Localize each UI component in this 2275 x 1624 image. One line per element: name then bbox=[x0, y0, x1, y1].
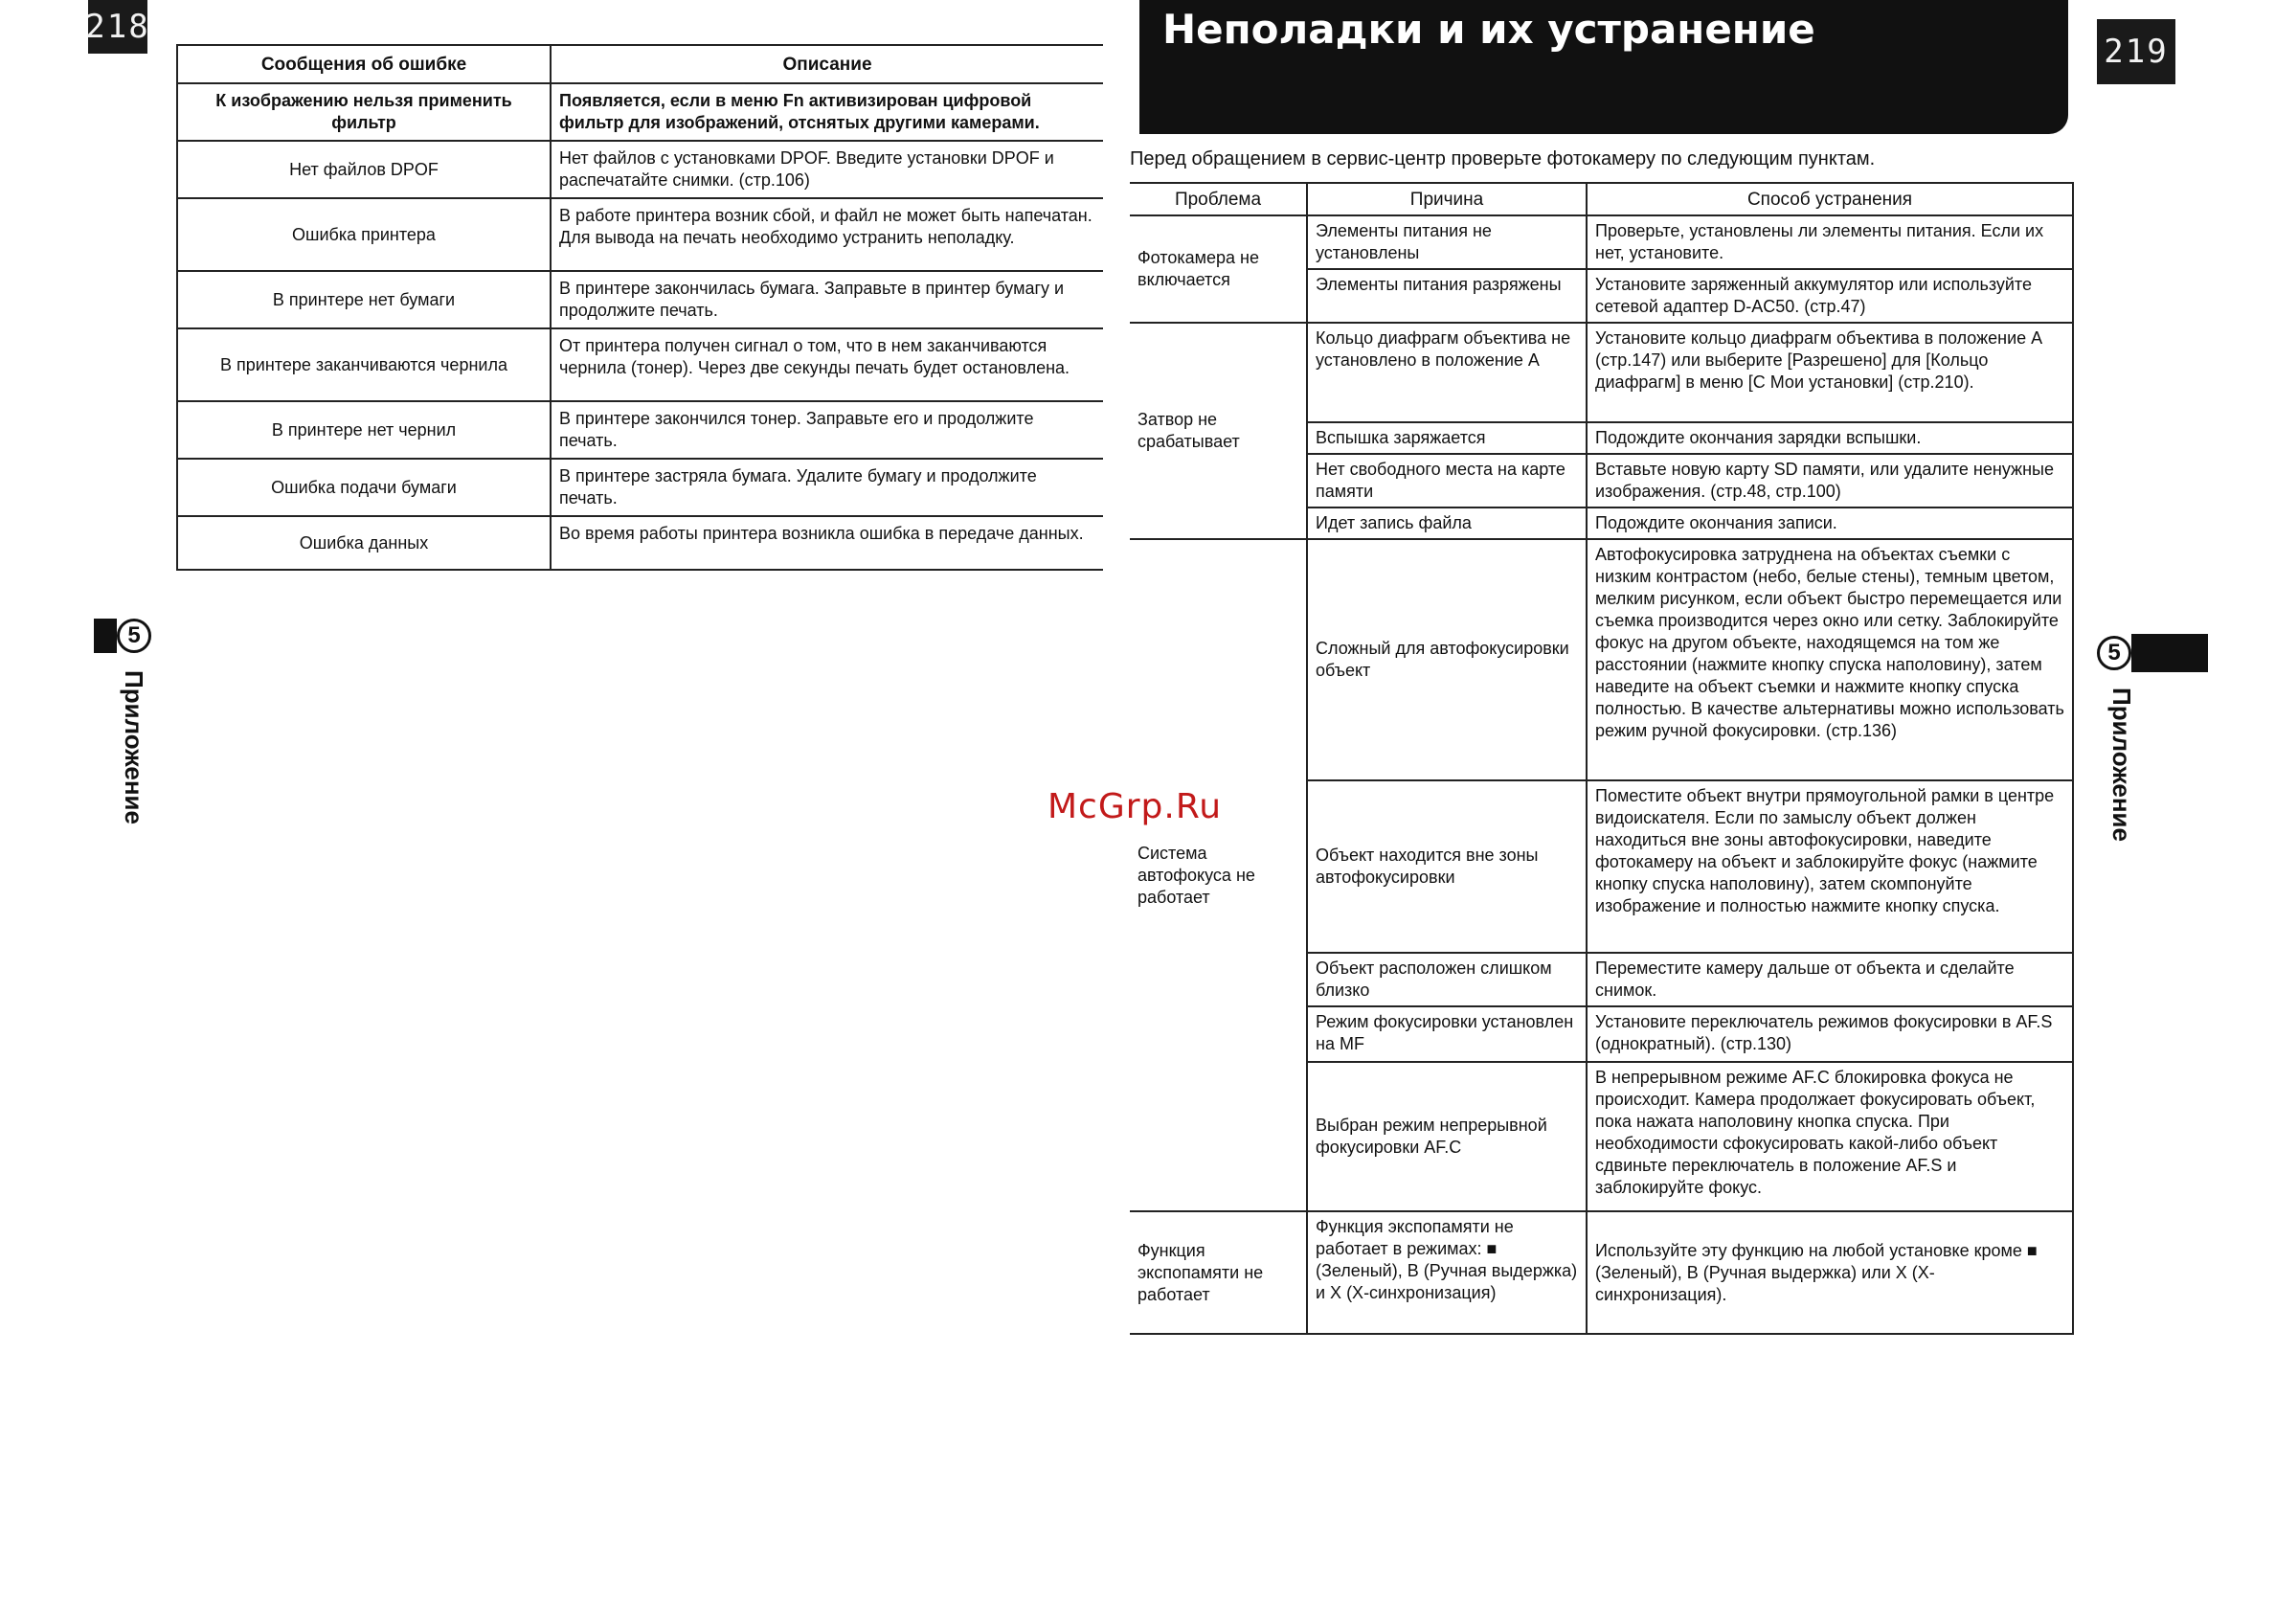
solution-cell: Поместите объект внутри прямоугольной рамки в центре видоискателя. Если по замыслу объект должен находиться вне зоны автофокусировки, наведите фотокамеру на объект и заблокируйте фокус (нажмите кнопку спуска наполовину), затем скомпонуйте изображение и полностью нажмите кнопку спуска. bbox=[1587, 780, 2073, 953]
watermark: McGrp.Ru bbox=[1047, 787, 1223, 826]
problem-cell: Затвор не срабатывает bbox=[1130, 323, 1307, 539]
error-description: В принтере застряла бумага. Удалите бумагу и продолжите печать. bbox=[551, 459, 1103, 516]
table-row bbox=[177, 271, 1103, 328]
error-message: В принтере заканчиваются чернила bbox=[177, 328, 551, 401]
error-description: Появляется, если в меню Fn активизирован цифровой фильтр для изображений, отснятых другими камерами. bbox=[551, 83, 1103, 141]
error-message: К изображению нельзя применить фильтр bbox=[177, 83, 551, 141]
table-row bbox=[177, 198, 1103, 271]
header-solution: Способ устранения bbox=[1587, 183, 2073, 215]
tab-block bbox=[94, 619, 117, 653]
error-description: В принтере закончился тонер. Заправьте его и продолжите печать. bbox=[551, 401, 1103, 459]
error-message: Нет файлов DPOF bbox=[177, 141, 551, 198]
solution-cell: Автофокусировка затруднена на объектах съемки с низким контрастом (небо, белые стены), темным цветом, мелким рисунком, если объект быстро перемещается или съемка производится через окно или сетку. Заблокируйте фокус на другом объекте, находящемся на том же расстоянии (нажмите кнопку спуска наполовину), затем наведите на объект съемки и нажмите кнопку спуска полностью. В качестве альтернативы можно использовать режим ручной фокусировки. (стр.136) bbox=[1587, 539, 2073, 780]
solution-cell: Подождите окончания записи. bbox=[1587, 508, 2073, 539]
header-error-message: Сообщения об ошибке bbox=[177, 45, 551, 83]
chapter-label-left: Приложение bbox=[120, 670, 148, 824]
solution-cell: Установите кольцо диафрагм объектива в положение A (стр.147) или выберите [Разрешено] для [Кольцо диафрагм] в меню [C Мои установки] (стр.210). bbox=[1587, 323, 2073, 422]
chapter-number: 5 bbox=[2097, 636, 2131, 670]
cause-cell: Выбран режим непрерывной фокусировки AF.C bbox=[1307, 1062, 1587, 1211]
tab-block bbox=[2131, 634, 2208, 672]
cause-cell: Режим фокусировки установлен на MF bbox=[1307, 1006, 1587, 1062]
cause-cell: Кольцо диафрагм объектива не установлено в положение A bbox=[1307, 323, 1587, 422]
error-messages-table bbox=[176, 44, 1103, 571]
chapter-label-right: Приложение bbox=[2107, 688, 2136, 842]
cause-cell: Элементы питания не установлены bbox=[1307, 215, 1587, 269]
problem-cell: Система автофокуса не работает bbox=[1130, 539, 1307, 1211]
cause-cell: Нет свободного места на карте памяти bbox=[1307, 454, 1587, 508]
troubleshooting-table bbox=[1130, 182, 2074, 1335]
cause-cell: Идет запись файла bbox=[1307, 508, 1587, 539]
table-row bbox=[177, 328, 1103, 401]
table-row bbox=[1130, 539, 2073, 780]
problem-cell: Фотокамера не включается bbox=[1130, 215, 1307, 323]
problem-cell: Функция экспопамяти не работает bbox=[1130, 1211, 1307, 1334]
error-description: Нет файлов с установками DPOF. Введите установки DPOF и распечатайте снимки. (стр.106) bbox=[551, 141, 1103, 198]
error-message: Ошибка принтера bbox=[177, 198, 551, 271]
solution-cell: Подождите окончания зарядки вспышки. bbox=[1587, 422, 2073, 454]
solution-cell: Используйте эту функцию на любой установке кроме ■ (Зеленый), B (Ручная выдержка) или X (X-синхронизация). bbox=[1587, 1211, 2073, 1334]
cause-cell: Сложный для автофокусировки объект bbox=[1307, 539, 1587, 780]
solution-cell: Проверьте, установлены ли элементы питания. Если их нет, установите. bbox=[1587, 215, 2073, 269]
solution-cell: Установите переключатель режимов фокусировки в AF.S (однократный). (стр.130) bbox=[1587, 1006, 2073, 1062]
solution-cell: В непрерывном режиме AF.C блокировка фокуса не происходит. Камера продолжает фокусировать объект, пока нажата наполовину кнопка спуска. При необходимости сфокусировать какой-либо объект сдвиньте переключатель в положение AF.S и заблокируйте фокус. bbox=[1587, 1062, 2073, 1211]
cause-cell: Элементы питания разряжены bbox=[1307, 269, 1587, 323]
page-number-right: 219 bbox=[2097, 19, 2175, 84]
table-row bbox=[1130, 1211, 2073, 1334]
table-row bbox=[177, 83, 1103, 141]
error-description: В принтере закончилась бумага. Заправьте в принтер бумагу и продолжите печать. bbox=[551, 271, 1103, 328]
solution-cell: Установите заряженный аккумулятор или используйте сетевой адаптер D-AC50. (стр.47) bbox=[1587, 269, 2073, 323]
table-row bbox=[1130, 323, 2073, 422]
chapter-tab-left bbox=[94, 619, 151, 653]
cause-cell: Объект находится вне зоны автофокусировки bbox=[1307, 780, 1587, 953]
header-description: Описание bbox=[551, 45, 1103, 83]
error-message: В принтере нет бумаги bbox=[177, 271, 551, 328]
cause-cell: Функция экспопамяти не работает в режимах: ■ (Зеленый), B (Ручная выдержка) и X (X-синхронизация) bbox=[1307, 1211, 1587, 1334]
solution-cell: Вставьте новую карту SD памяти, или удалите ненужные изображения. (стр.48, стр.100) bbox=[1587, 454, 2073, 508]
table-row bbox=[1130, 215, 2073, 269]
error-message: Ошибка данных bbox=[177, 516, 551, 570]
error-description: Во время работы принтера возникла ошибка в передаче данных. bbox=[551, 516, 1103, 570]
solution-cell: Переместите камеру дальше от объекта и сделайте снимок. bbox=[1587, 953, 2073, 1006]
error-message: В принтере нет чернил bbox=[177, 401, 551, 459]
cause-cell: Вспышка заряжается bbox=[1307, 422, 1587, 454]
table-row bbox=[177, 516, 1103, 570]
error-description: В работе принтера возник сбой, и файл не может быть напечатан. Для вывода на печать необходимо устранить неполадку. bbox=[551, 198, 1103, 271]
header-problem: Проблема bbox=[1130, 183, 1307, 215]
error-message: Ошибка подачи бумаги bbox=[177, 459, 551, 516]
table-row bbox=[177, 459, 1103, 516]
table-row bbox=[177, 401, 1103, 459]
chapter-number: 5 bbox=[117, 619, 151, 653]
table-row bbox=[177, 141, 1103, 198]
error-description: От принтера получен сигнал о том, что в нем заканчиваются чернила (тонер). Через две секунды печать будет остановлена. bbox=[551, 328, 1103, 401]
chapter-tab-right bbox=[2097, 634, 2208, 672]
page-number-left: 218 bbox=[88, 0, 147, 54]
intro-text: Перед обращением в сервис-центр проверьте фотокамеру по следующим пунктам. bbox=[1130, 148, 1876, 169]
page-title: Неполадки и их устранение bbox=[1162, 6, 1815, 53]
header-cause: Причина bbox=[1307, 183, 1587, 215]
cause-cell: Объект расположен слишком близко bbox=[1307, 953, 1587, 1006]
